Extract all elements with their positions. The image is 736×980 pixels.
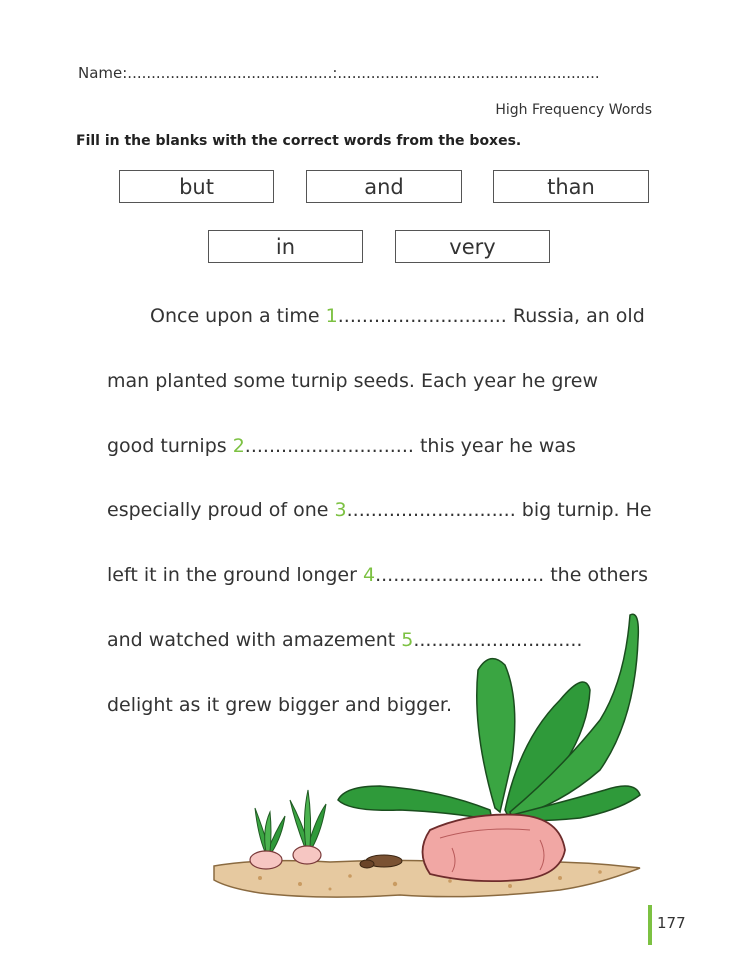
instruction: Fill in the blanks with the correct words from the boxes. <box>76 133 522 149</box>
word-box-and: and <box>306 170 462 203</box>
name-line: Name:...........................................:....................................................... <box>78 64 600 82</box>
blank-number: 1 <box>325 305 338 327</box>
story-line-7: delight as it grew bigger and bigger. <box>107 694 453 716</box>
page-number: 177 <box>657 914 686 932</box>
story-line-6: and watched with amazement 5............................ <box>107 629 583 651</box>
worksheet-topic: High Frequency Words <box>495 102 652 118</box>
word-box-than: than <box>493 170 649 203</box>
story-line-2: man planted some turnip seeds. Each year he grew <box>107 370 599 392</box>
story-line-3: good turnips 2............................ this year he was <box>107 435 576 457</box>
word-box-but: but <box>119 170 274 203</box>
story-line-4: especially proud of one 3............................ big turnip. He <box>107 499 652 521</box>
blank-number: 5 <box>401 629 414 651</box>
word-box-in: in <box>208 230 363 263</box>
word-box-very: very <box>395 230 550 263</box>
blank-number: 3 <box>334 499 347 521</box>
blank-number: 2 <box>232 435 245 457</box>
blank-number: 4 <box>362 564 376 586</box>
story-line-1: Once upon a time 1............................ Russia, an old <box>150 305 645 327</box>
page-number-bar <box>648 905 652 945</box>
story-line-5: left it in the ground longer 4............................ the others <box>107 564 648 586</box>
